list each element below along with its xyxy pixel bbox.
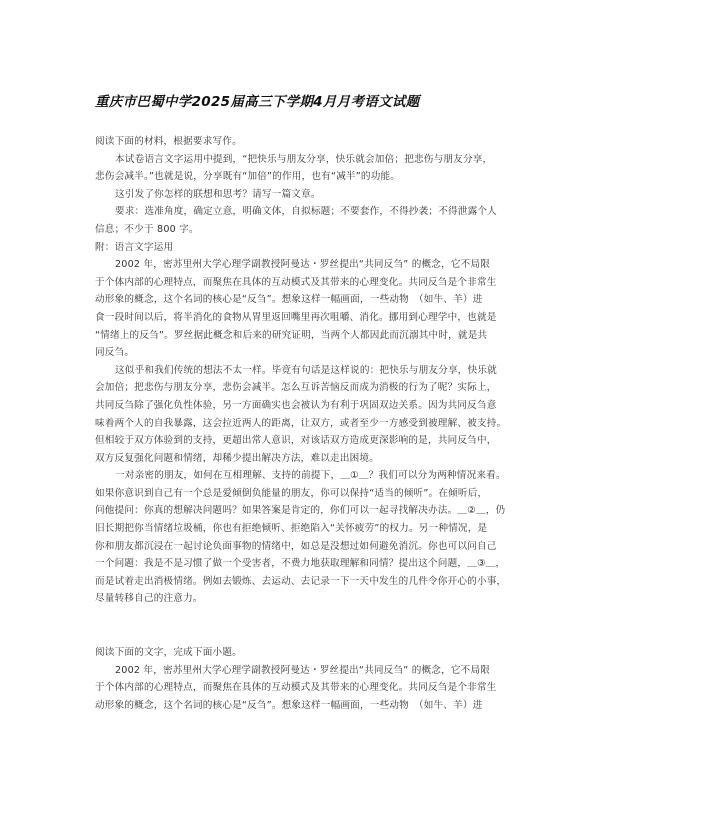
paragraph-line: 味着两个人的自我暴露，这会拉近两人的距离，让双方，或者至少一方感受到被理解、被支持。 [95,417,507,429]
paragraph-line: 共同反刍除了强化负性体验，另一方面确实也会被认为有利于巩固双边关系。因为共同反刍意 [95,399,497,411]
paragraph-line: 同反刍。 [95,347,135,359]
requirements-line: 要求：选准角度，确定立意，明确文体，自拟标题；不要套作，不得抄袭；不得泄露个人 [115,206,497,218]
paragraph-line: 动形象的概念，这个名词的核心是“反刍”。想象这样一幅画面，一些动物 （如牛、羊）进 [95,699,483,711]
paragraph-line: 而是试着走出消极情绪。例如去锻炼、去运动、去记录一下一天中发生的几件令你开心的小事， [95,575,507,587]
paragraph-line: 这引发了你怎样的联想和思考？请写一篇文章。 [115,188,321,200]
paragraph-line: 双方反复强化问题和情绪，却稀少提出解决方法，难以走出困境。 [95,452,380,464]
paragraph-line: 如果你意识到自己有一个总是爱倾倒负能量的朋友，你可以保持“适当的倾听”。在倾听后， [95,487,488,499]
paragraph-line: 你和朋友都沉浸在一起讨论负面事物的情绪中，如总是没想过如何避免消沉。你也可以问自己 [95,540,497,552]
paragraph-line: 动形象的概念，这个名词的核心是“反刍”。想象这样一幅画面，一些动物 （如牛、羊）进 [95,294,483,306]
paragraph-line: 2002 年，密苏里州大学心理学副教授阿曼达・罗丝提出“共同反刍” 的概念，它不局限 [115,259,491,271]
section-gap [95,608,555,644]
paragraph-line: 悲伤会减半。”也就是说，分享既有“加倍”的作用，也有“减半”的功能。 [95,171,401,183]
paragraph-line: 但相较于双方体验到的支持，更超出常人意识，对该话双方造成更深影响的是，共同反刍中， [95,435,497,447]
paragraph-line: 一对亲密的朋友，如何在互相理解、支持的前提下，＿①＿？我们可以分为两种情况来看。 [115,470,506,482]
paragraph-line: 本试卷语言文字运用中提到，“把快乐与朋友分享，快乐就会加倍；把悲伤与朋友分享， [115,153,493,165]
instruction-line: 阅读下面的材料，根据要求写作。 [95,136,242,147]
instruction-line: 阅读下面的文字，完成下面小题。 [95,647,242,659]
paragraph-line: 尽量转移自己的注意力。 [95,593,203,605]
appendix-heading: 附：语言文字运用 [95,241,174,253]
paragraph-line: 问他提问：你真的想解决问题吗？如果答案是肯定的，你们可以一起寻找解决办法。＿②＿，仍 [95,505,506,517]
paragraph-line: “情绪上的反刍”。罗丝据此概念和后来的研究证明，当两个人都因此而沉溺其中时，就是共 [95,329,488,341]
paragraph-line: 于个体内部的心理特点，而聚焦在具体的互动模式及其带来的心理变化。共同反刍是个非常生 [95,682,497,694]
paragraph-line: 一个问题：我是不是习惯了做一个受害者，不费力地获取理解和同情？提出这个问题，＿③＿， [95,558,506,570]
document-body [95,133,555,714]
paragraph-line: 旧长期把你当情绪垃圾桶，你也有拒绝倾听、拒绝陷入“关怀疲劳”的权力。另一种情况，是 [95,523,488,535]
paragraph-line: 会加倍；把悲伤与朋友分享，悲伤会减半。怎么互诉苦恼反而成为消极的行为了呢？实际上， [95,382,497,394]
requirements-line: 信息；不少于 800 字。 [95,223,199,235]
paragraph-line: 这似乎和我们传统的想法不太一样。毕竟有句话是这样说的：把快乐与朋友分享，快乐就 [115,364,497,376]
document-title: 重庆市巴蜀中学2025届高三下学期4月月考语文试题 [95,94,420,110]
paragraph-line: 于个体内部的心理特点，而聚焦在具体的互动模式及其带来的心理变化。共同反刍是个非常生 [95,276,497,288]
paragraph-line: 2002 年，密苏里州大学心理学副教授阿曼达・罗丝提出“共同反刍” 的概念，它不局限 [115,664,491,676]
paragraph-line: 食一段时间以后，将半消化的食物从胃里返回嘴里再次咀嚼、消化。挪用到心理学中，也就是 [95,311,497,323]
